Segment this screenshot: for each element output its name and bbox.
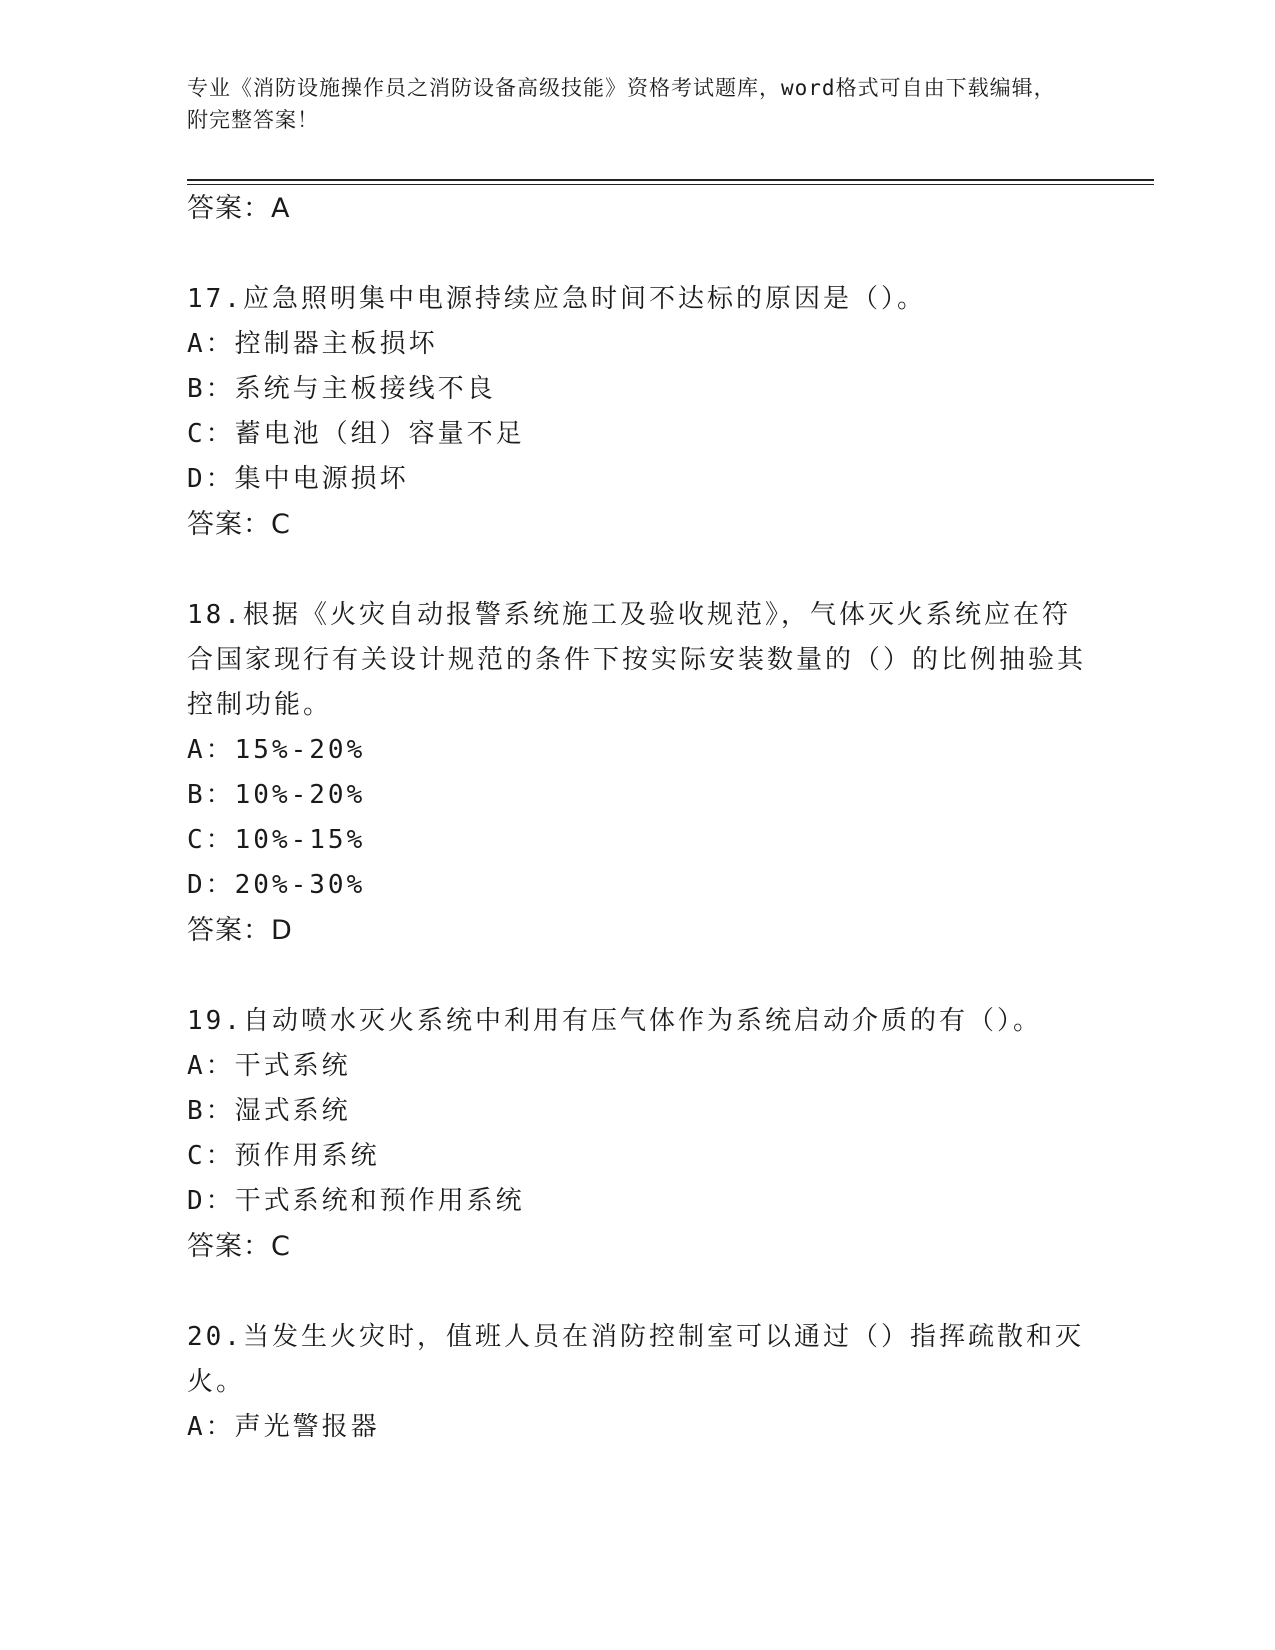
answer-line: 答案：A <box>187 193 291 224</box>
option-a: A：声光警报器 <box>187 1412 380 1442</box>
option-b: B：10%-20% <box>187 780 366 810</box>
question-text: 18.根据《火灾自动报警系统施工及验收规范》，气体灭火系统应在符合国家现行有关设计规范的条件下按实际安装数量的（）的比例抽验其控制功能。 <box>187 600 1087 720</box>
option-c: C：10%-15% <box>187 825 366 855</box>
spacer <box>187 547 1087 593</box>
answer-line: 答案：C <box>187 509 291 540</box>
option-a: A：干式系统 <box>187 1051 351 1081</box>
option-a: A：15%-20% <box>187 735 366 765</box>
option-b: B：系统与主板接线不良 <box>187 374 496 404</box>
question-list <box>187 186 1087 1450</box>
option-d: D：干式系统和预作用系统 <box>187 1186 525 1216</box>
spacer <box>187 953 1087 999</box>
question-text: 17.应急照明集中电源持续应急时间不达标的原因是（）。 <box>187 284 926 314</box>
option-b: B：湿式系统 <box>187 1096 351 1126</box>
option-d: D：20%-30% <box>187 870 366 900</box>
question-text: 19.自动喷水灭火系统中利用有压气体作为系统启动介质的有（）。 <box>187 1006 1042 1036</box>
spacer <box>187 1269 1087 1315</box>
answer-line: 答案：D <box>187 915 293 946</box>
page-header: 专业《消防设施操作员之消防设备高级技能》资格考试题库，word格式可自由下载编辑，附完整答案！ <box>187 76 1056 132</box>
question-text: 20.当发生火灾时，值班人员在消防控制室可以通过（）指挥疏散和灭火。 <box>187 1322 1084 1397</box>
option-a: A：控制器主板损坏 <box>187 329 438 359</box>
spacer <box>187 231 1087 277</box>
option-d: D：集中电源损坏 <box>187 464 409 494</box>
option-c: C：预作用系统 <box>187 1141 380 1171</box>
option-c: C：蓄电池（组）容量不足 <box>187 419 525 449</box>
header-divider-thin <box>187 184 1154 185</box>
header-divider-thick <box>187 179 1154 181</box>
answer-line: 答案：C <box>187 1231 291 1262</box>
